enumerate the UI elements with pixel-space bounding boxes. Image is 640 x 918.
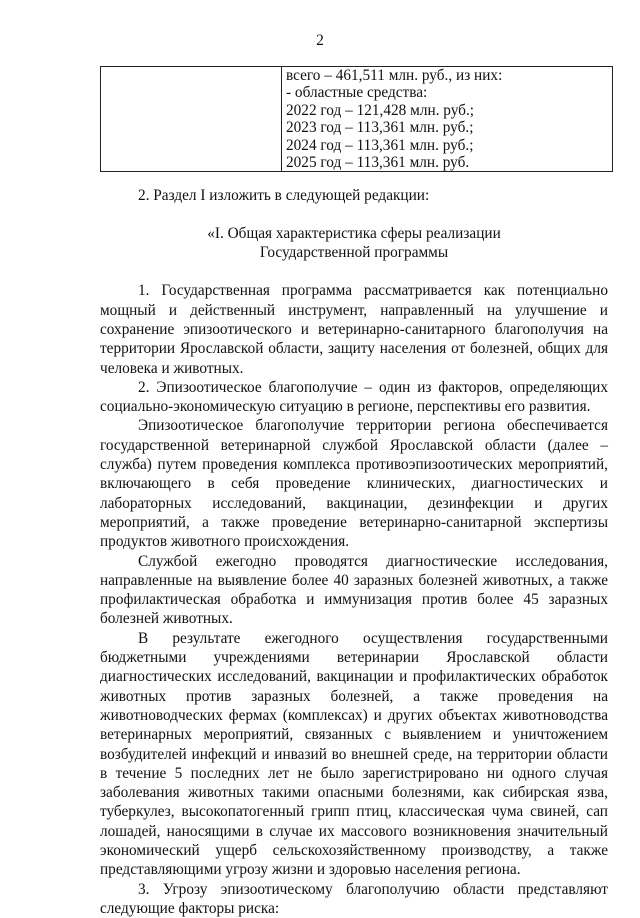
amendment-instruction: 2. Раздел I изложить в следующей редакции: bbox=[138, 187, 430, 204]
budget-regional-funds-line: - областные средства: bbox=[286, 84, 428, 102]
budget-year-2024-line: 2024 год – 113,361 млн. руб.; bbox=[286, 136, 474, 154]
table-row bbox=[101, 67, 613, 172]
paragraph-6: 3. Угрозу эпизоотическому благополучию области представляют следующие факторы риска: bbox=[100, 880, 608, 917]
paragraph-2: 2. Эпизоотическое благополучие – один из факторов, определяющих социально-экономическую ситуацию в регионе, перспективы его развития. bbox=[100, 378, 608, 416]
budget-table bbox=[100, 66, 613, 172]
budget-table-right-cell bbox=[282, 67, 613, 172]
section-heading bbox=[100, 224, 608, 262]
section-heading-line-1: «I. Общая характеристика сферы реализации bbox=[207, 225, 501, 243]
document-body bbox=[100, 186, 608, 918]
budget-year-2025-line: 2025 год – 113,361 млн. руб. bbox=[286, 154, 470, 172]
budget-year-2023-line: 2023 год – 113,361 млн. руб.; bbox=[286, 119, 474, 137]
budget-table-left-cell bbox=[101, 67, 282, 172]
section-heading-line-2: Государственной программы bbox=[259, 244, 449, 262]
page-number: 2 bbox=[316, 32, 324, 49]
paragraph-4: Службой ежегодно проводятся диагностические исследования, направленные на выявление более 40 заразных болезней животных, а также профилактическая обработка и иммунизация против более 45 заразных болезней животных. bbox=[100, 552, 608, 628]
budget-year-2022-line: 2022 год – 121,428 млн. руб.; bbox=[286, 101, 475, 119]
paragraph-3: Эпизоотическое благополучие территории региона обеспечивается государственной ветеринарной службой Ярославской области (далее – служба) путем проведения комплекса противоэпизоотических мероприятий, включающего в себя проведение клинических, диагностических и лабораторных исследований, вакцинации, дезинфекции и других мероприятий, а также проведение ветеринарно-санитарной экспертизы продуктов животного происхождения. bbox=[100, 417, 608, 551]
budget-total-line: всего – 461,511 млн. руб., из них: bbox=[286, 67, 503, 84]
paragraph-5: В результате ежегодного осуществления государственными бюджетными учреждениями ветеринарии Ярославской области диагностических исследований, вакцинации и профилактических обработок животных против заразных болезней, а также проведения на животноводческих фермах (комплексах) и других объектах животноводства ветеринарных мероприятий, связанных с выявлением и уничтожением возбудителей инфекций и инвазий во внешней среде, на территории области в течение 5 последних лет не было зарегистрировано ни одного случая заболевания животных такими опасными болезнями, как сибирская язва, туберкулез, высокопатогенный грипп птиц, классическая чума свиней, сап лошадей, наносящими в случае их массового возникновения значительный экономический ущерб сельскохозяйственному производству, а также представляющими угрозу жизни и здоровью населения региона. bbox=[100, 629, 608, 879]
paragraph-1: 1. Государственная программа рассматривается как потенциально мощный и действенный инструмент, направленный на улучшение и сохранение эпизоотического и ветеринарно-санитарного благополучия на территории Ярославской области, защиту населения от болезней, общих для человека и животных. bbox=[100, 282, 608, 377]
